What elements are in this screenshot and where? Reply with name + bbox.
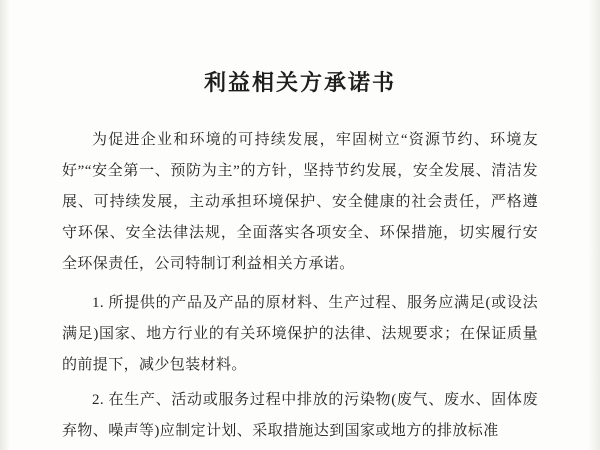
paragraph-item-1: 1. 所提供的产品及产品的原材料、生产过程、服务应满足(或设法满足)国家、地方行业的有关环境保护的法律、法规要求；在保证质量的前提下，减少包装材料。	[62, 295, 538, 373]
paragraph-intro: 为促进企业和环境的可持续发展，牢固树立“资源节约、环境友好”“安全第一、预防为主”的方针，坚持节约发展，安全发展、清洁发展、可持续发展，主动承担环境保护、安全健康的社会责任，严格遵守环保、安全法律法规，全面落实各项安全、环保措施，切实履行安全环保责任，公司特制订利益相关方承诺。	[62, 132, 538, 272]
document-body	[0, 125, 600, 447]
page-title: 利益相关方承诺书	[203, 70, 396, 95]
paragraph-item-2: 2. 在生产、活动或服务过程中排放的污染物(废气、废水、固体废弃物、噪声等)应制定计划、采取措施达到国家或地方的排放标准	[62, 392, 538, 439]
